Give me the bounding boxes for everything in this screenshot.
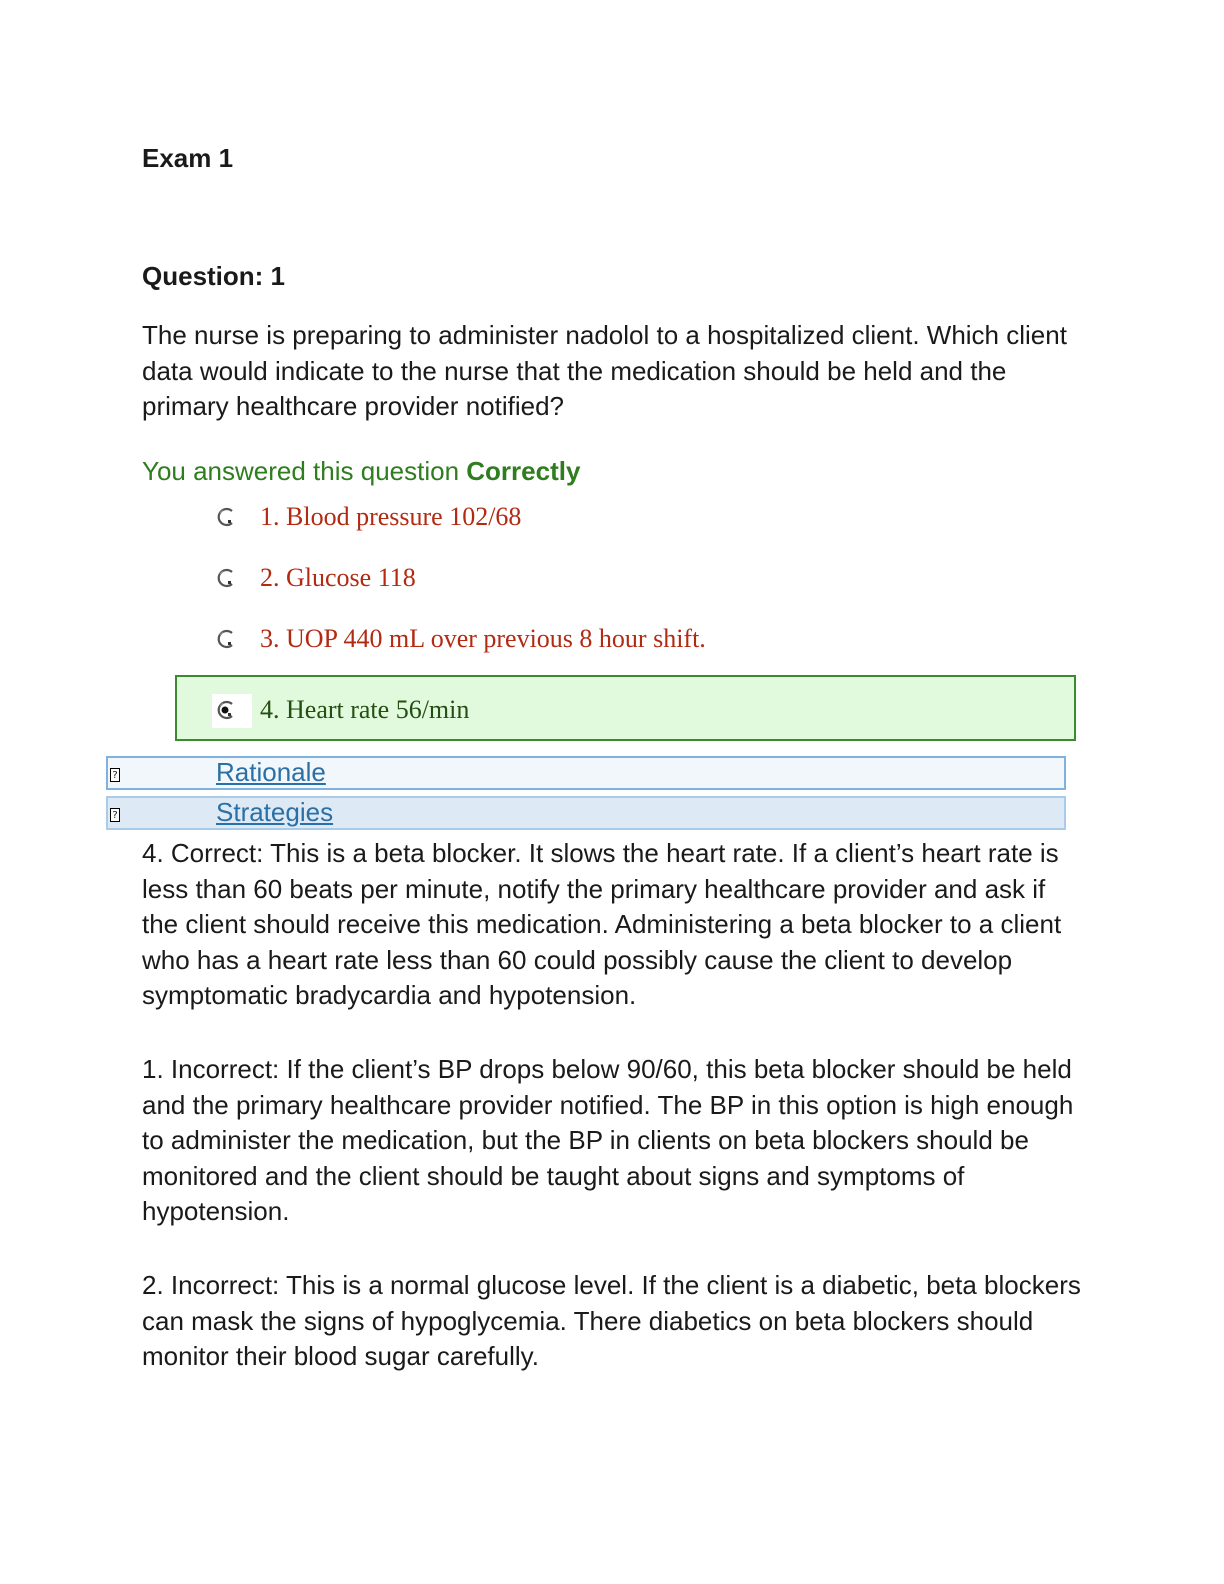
radio-unselected-icon[interactable]: [214, 505, 238, 529]
answer-result: [142, 456, 580, 487]
broken-image-icon: ?: [110, 808, 120, 822]
option-label: 3. UOP 440 mL over previous 8 hour shift.: [260, 624, 706, 653]
option-label: 4. Heart rate 56/min: [260, 695, 470, 724]
strategies-link[interactable]: Strategies: [216, 797, 334, 827]
option-4[interactable]: [214, 690, 469, 730]
radio-unselected-icon[interactable]: [214, 566, 238, 590]
radio-unselected-icon[interactable]: [214, 627, 238, 651]
option-label: 1. Blood pressure 102/68: [260, 502, 522, 531]
question-label: Question: 1: [142, 261, 286, 291]
broken-image-icon: ?: [110, 768, 120, 782]
rationale-paragraph: 4. Correct: This is a beta blocker. It slows the heart rate. If a client’s heart rate is less than 60 beats per minute, notify the primary healthcare provider and ask if the client should receive this medication. Administering a beta blocker to a client who has a heart rate less than 60 could possibly cause the client to develop symptomatic bradycardia and hypotension.: [142, 838, 1062, 1011]
answer-result-status: Correctly: [466, 456, 581, 486]
answer-result-prefix: You answered this question: [142, 456, 467, 486]
question-text: The nurse is preparing to administer nadolol to a hospitalized client. Which client data would indicate to the nurse that the medication should be held and the primary healthcare provider notified?: [142, 320, 1067, 421]
rationale-paragraph: 1. Incorrect: If the client’s BP drops below 90/60, this beta blocker should be held and the primary healthcare provider notified. The BP in this option is high enough to administer the medication, but the BP in clients on beta blockers should be monitored and the client should be taught about signs and symptoms of hypotension.: [142, 1054, 1074, 1227]
rationale-row[interactable]: [106, 756, 1066, 790]
option-2[interactable]: [214, 558, 416, 598]
exam-title: Exam 1: [142, 143, 234, 173]
rationale-paragraph: 2. Incorrect: This is a normal glucose level. If the client is a diabetic, beta blockers can mask the signs of hypoglycemia. There diabetics on beta blockers should monitor their blood sugar carefully.: [142, 1270, 1081, 1372]
option-1[interactable]: [214, 497, 521, 537]
option-3[interactable]: [214, 619, 706, 659]
rationale-link[interactable]: Rationale: [216, 757, 326, 787]
radio-selected-icon[interactable]: [214, 698, 238, 722]
option-label: 2. Glucose 118: [260, 563, 416, 592]
strategies-row[interactable]: [106, 796, 1066, 830]
